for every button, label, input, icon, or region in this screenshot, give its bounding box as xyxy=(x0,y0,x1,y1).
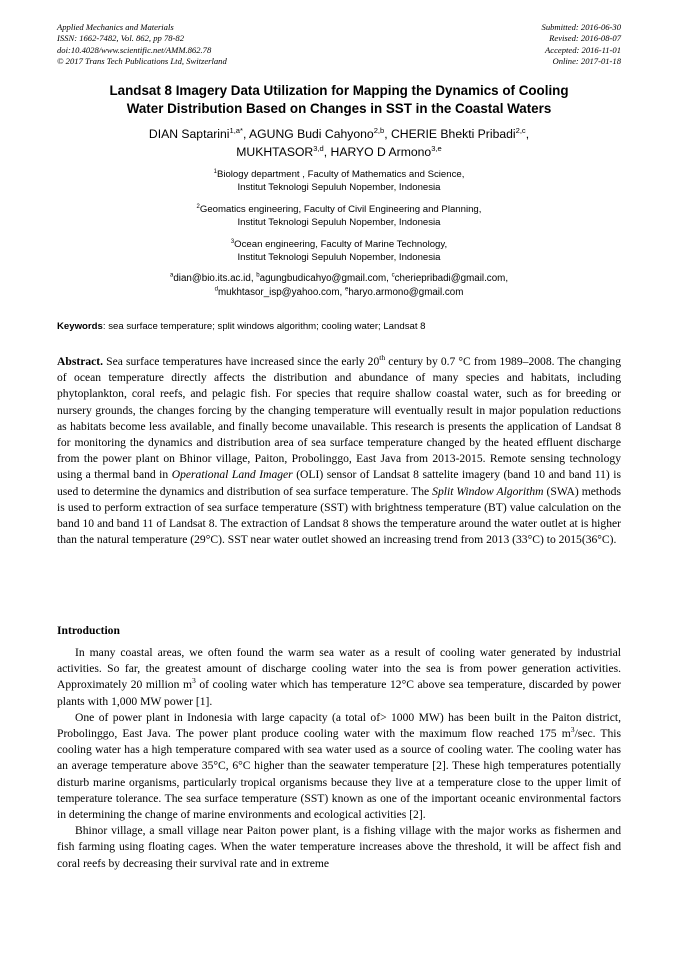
journal-issn-volume: ISSN: 1662-7482, Vol. 862, pp 78-82 xyxy=(57,33,184,44)
introduction-body xyxy=(57,645,621,872)
paragraph-text: In many coastal areas, we often found the warm sea water as a result of cooling water generated by industrial activities. So far, the greatest amount of discharge cooling water into the sea is from power generation activities. Approximately 20 million m xyxy=(57,646,621,692)
keywords-label: Keywords xyxy=(57,321,103,332)
revised-date: Revised: 2016-08-07 xyxy=(549,33,621,44)
affiliation-line-1: $^3$Ocean engineering, Faculty of Marine Technology, xyxy=(230,238,448,250)
abstract-part-3: (OLI) sensor of Landsat 8 sattelite imagery (band 10 and band 11) is used to determine the dynamics and distribution of sea surface temperature. The xyxy=(57,468,621,498)
abstract-part-2: century by 0.7 °C from 1989–2008. The changing of ocean temperature directly affects the distribution and abundance of many species and habitats, including phytoplankton, coral reefs, and pelagic fish. For species that require shallow coastal water, such as for breeding or nursery grounds, the changes forcing by the changing temperature will eventually result in major population reductions as habitats become less available, and finally become unavailable. This research is presents the application of Landsat 8 for monitoring the dynamics and distribution area of sea surface temperature changed by the heated effluent discharge from the power plant on Bhinor village, Paiton, Probolinggo, East Java from 2013-2015. Remote sensing technology using a thermal band in xyxy=(57,355,622,482)
keywords-line xyxy=(57,320,621,333)
affiliation-line-2: Institut Teknologi Sepuluh Nopember, Indonesia xyxy=(237,252,441,263)
paragraph-text: One of power plant in Indonesia with large capacity (a total of> 1000 MW) has been built in the Paiton district, Probolinggo, East Java. The power plant produce cooling water with the maximum flow reached 175 m xyxy=(57,710,621,741)
journal-header xyxy=(57,22,621,68)
author-affiliation-marker: 1,a* xyxy=(229,125,243,135)
author-emails xyxy=(57,272,621,299)
affiliation xyxy=(57,238,621,264)
title-line-2: Water Distribution Based on Changes in SST in the Coastal Waters xyxy=(126,100,552,116)
abstract-part-1: Sea surface temperatures have increased since the early 20 xyxy=(103,355,380,368)
affiliation-marker: 1 xyxy=(213,168,217,175)
body-paragraph xyxy=(57,710,621,823)
affiliation-marker: 3 xyxy=(230,238,235,245)
email-address[interactable]: haryo.armono@gmail.com xyxy=(348,286,464,298)
author-list xyxy=(57,126,621,161)
paragraph-superscript: 3 xyxy=(570,725,575,735)
email-address[interactable]: mukhtasor_isp@yahoo.com xyxy=(217,286,340,298)
body-paragraph xyxy=(57,645,621,710)
abstract-italic-oli: Operational Land Imager xyxy=(171,468,293,482)
email-address[interactable]: dian@bio.its.ac.id xyxy=(173,273,251,284)
paragraph-text-cont: /sec. This cooling water has a high temperature compared with sea water used as a source of cooling water. The cooling water has an average temperature above 35°C, 6°C higher than the seawater temperature [2]. These high temperatures potentially disturb marine organisms, particularly tropical organisms because they live at a temperature close to the upper limit of temperature tolerance. The sea surface temperature (SST) known as one of the important oceanic environmental factors in determining the change of marine environments and ecological activities [2]. xyxy=(57,727,622,822)
author-name: DIAN Saptarini xyxy=(148,127,230,141)
affiliation-line-1: $^1$Biology department , Faculty of Mathematics and Science, xyxy=(213,168,465,180)
email-address[interactable]: cheriepribadi@gmail.com xyxy=(394,273,506,284)
email-address[interactable]: agungbudicahyo@gmail.com xyxy=(259,273,387,284)
affiliation-marker: 2 xyxy=(196,203,200,210)
email-line-1: $^a$dian@bio.its.ac.id, $^b$agungbudicahyo@gmail.com, $^c$cheriepribadi@gmail.com, xyxy=(169,272,509,284)
title-line-1: Landsat 8 Imagery Data Utilization for Mapping the Dynamics of Cooling xyxy=(109,83,569,98)
keywords-separator: : xyxy=(102,321,109,332)
email-line-2: $^d$mukhtasor_isp@yahoo.com, $^e$haryo.armono@gmail.com xyxy=(214,286,464,298)
affiliation-line-2: Institut Teknologi Sepuluh Nopember, Indonesia xyxy=(237,182,441,193)
author-name: HARYO D Armono xyxy=(330,144,432,159)
journal-doi: doi:10.4028/www.scientific.net/AMM.862.78 xyxy=(57,44,212,55)
abstract-superscript-th: th xyxy=(379,353,386,363)
journal-header-right xyxy=(542,22,621,68)
online-date: Online: 2017-01-18 xyxy=(552,56,621,67)
affiliation-line-2: Institut Teknologi Sepuluh Nopember, Indonesia xyxy=(237,217,441,228)
page-title xyxy=(57,82,621,117)
email-marker: d xyxy=(214,286,218,293)
section-heading-introduction: Introduction xyxy=(57,624,120,637)
paragraph-superscript: 3 xyxy=(191,676,196,686)
body-paragraph xyxy=(57,823,621,872)
paragraph-text-cont: of cooling water which has temperature 12°C above sea temperature, discarded by power plants with 1,000 MW power [1]. xyxy=(57,678,622,708)
author-name: MUKHTASOR xyxy=(236,144,314,159)
author-affiliation-marker: 3,e xyxy=(431,143,442,153)
author-affiliation-marker: 3,d xyxy=(313,143,324,153)
abstract-part-4: (SWA) methods is used to perform extraction of sea surface temperature (SST) with brightness temperature (BT) value calculation on the band 10 and band 11 of Landsat 8. The extraction of Landsat 8 shows the temperature around the water outlet at is higher than the natural temperature (29°C). SST near water outlet showed an increasing trend from 2013 (33°C) to 2015(36°C). xyxy=(57,484,621,547)
affiliation xyxy=(57,203,621,229)
journal-copyright: © 2017 Trans Tech Publications Ltd, Switzerland xyxy=(57,56,227,67)
author-affiliation-marker: 2,b xyxy=(373,125,385,135)
keywords-value: sea surface temperature; split windows algorithm; cooling water; Landsat 8 xyxy=(108,321,426,332)
affiliation xyxy=(57,168,621,194)
email-marker: a xyxy=(169,272,174,279)
submitted-date: Submitted: 2016-06-30 xyxy=(541,22,621,32)
author-line-1: DIAN Saptarini$^{1,a*}$, AGUNG Budi Cahyono$^{2,b}$, CHERIE Bhekti Pribadi$^{2,c}$, xyxy=(148,125,530,141)
abstract-italic-swa: Split Window Algorithm xyxy=(432,484,544,498)
email-marker: e xyxy=(344,286,349,293)
author-name: CHERIE Bhekti Pribadi xyxy=(390,127,516,141)
email-marker: b xyxy=(256,272,260,279)
abstract-label: Abstract. xyxy=(57,355,104,368)
accepted-date: Accepted: 2016-11-01 xyxy=(545,44,621,55)
author-line-2: MUKHTASOR$^{3,d}$, HARYO D Armono$^{3,e}$ xyxy=(236,143,442,159)
author-name: AGUNG Budi Cahyono xyxy=(249,127,374,141)
author-affiliation-marker: 2,c xyxy=(515,125,526,135)
abstract-paragraph xyxy=(57,354,621,548)
journal-name: Applied Mechanics and Materials xyxy=(57,22,174,32)
journal-header-left xyxy=(57,22,227,68)
email-marker: c xyxy=(391,272,395,279)
affiliation-line-1: $^2$Geomatics engineering, Faculty of Civil Engineering and Planning, xyxy=(196,203,482,215)
affiliation-list xyxy=(57,168,621,273)
paragraph-text: Bhinor village, a small village near Paiton power plant, is a fishing village with the major works as fishermen and fish farming using floating cages. When the water temperature increases above the threshold, it will be affect fish and coral reefs by decreasing their survival rate and in extreme xyxy=(57,824,621,870)
